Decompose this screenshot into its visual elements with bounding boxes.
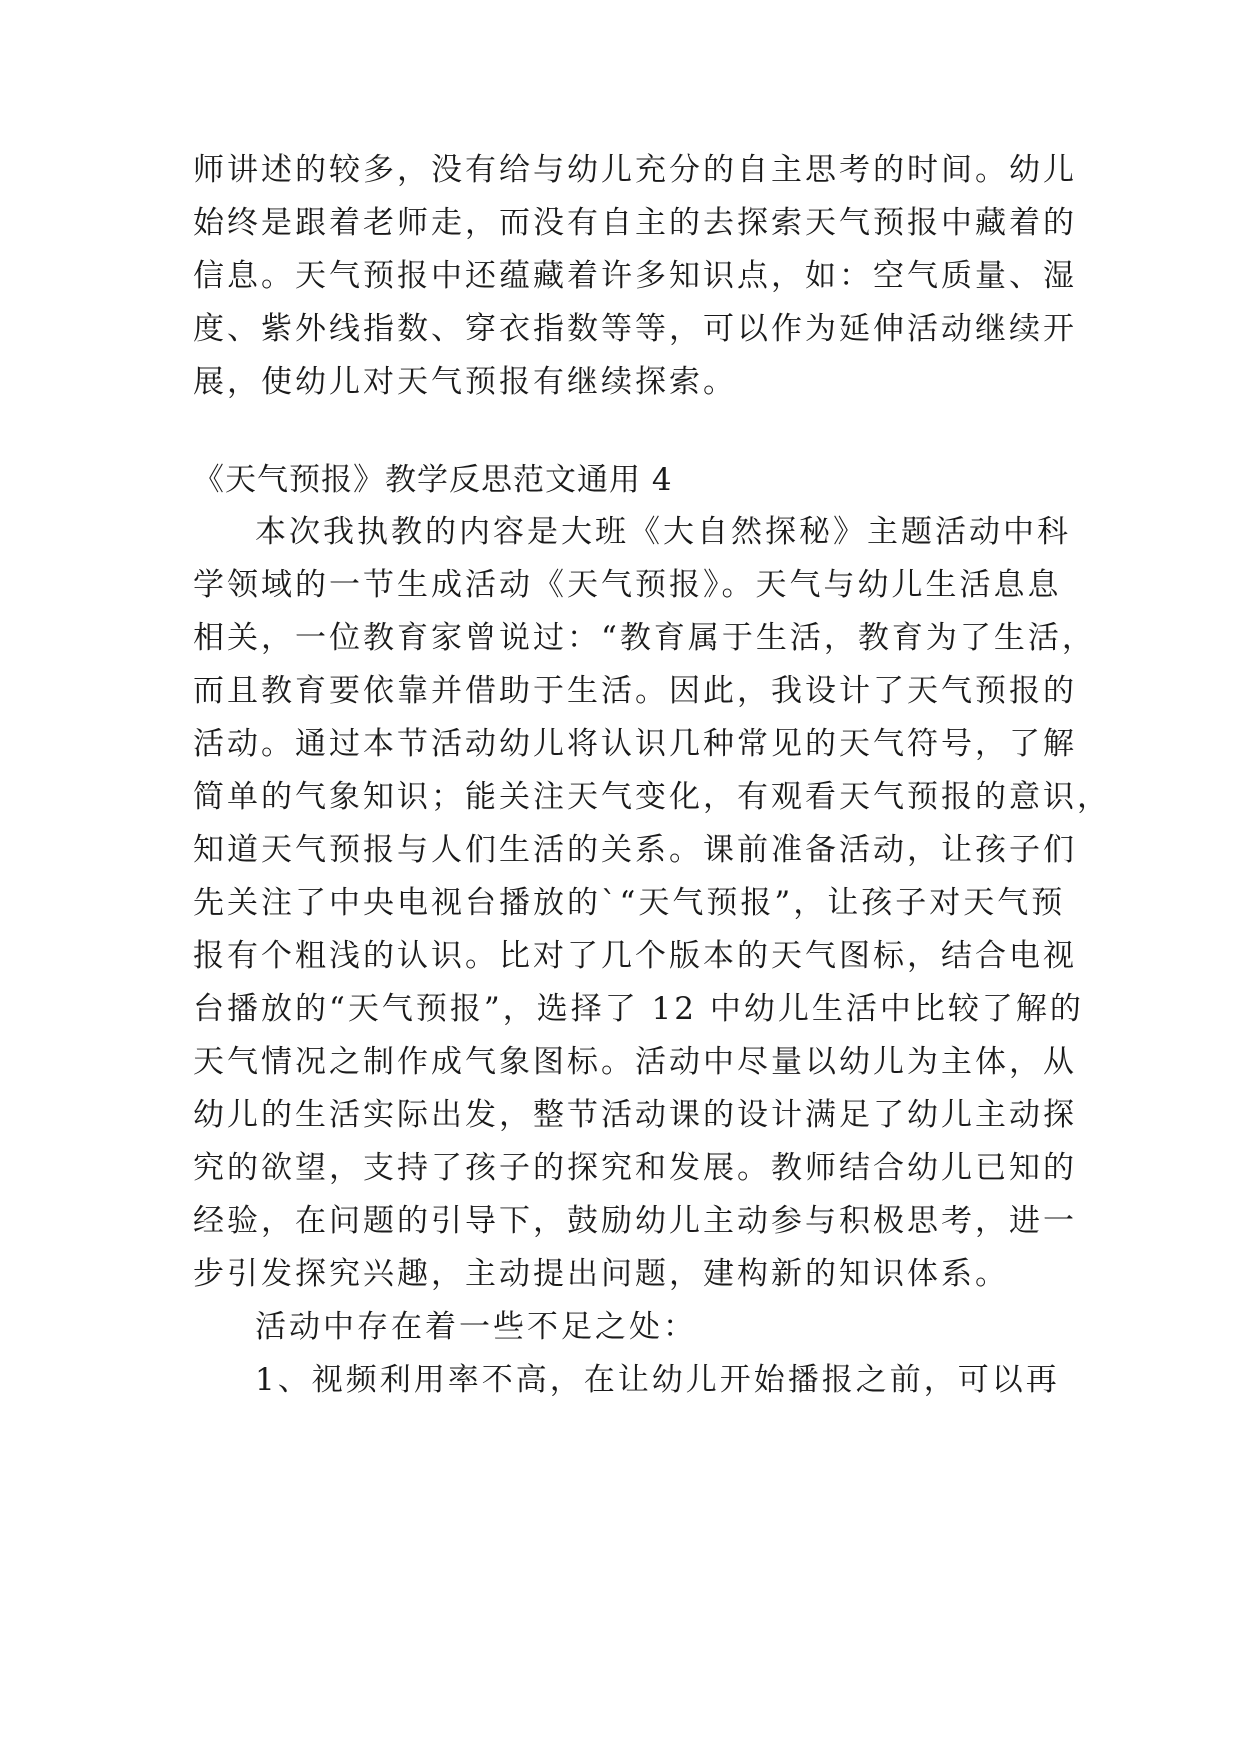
paragraph-line: 度、紫外线指数、穿衣指数等等，可以作为延伸活动继续开 <box>193 311 1077 347</box>
paragraph-line: 步引发探究兴趣，主动提出问题，建构新的知识体系。 <box>193 1256 1009 1292</box>
paragraph-line: 相关，一位教育家曾说过：“教育属于生活，教育为了生活， <box>193 620 1096 656</box>
paragraph-line: 天气情况之制作成气象图标。活动中尽量以幼儿为主体，从 <box>193 1044 1077 1080</box>
paragraph-line: 学领域的一节生成活动《天气预报》。天气与幼儿生活息息 <box>193 567 1062 603</box>
paragraph-line: 师讲述的较多，没有给与幼儿充分的自主思考的时间。幼儿 <box>193 152 1077 188</box>
paragraph-line: 活动中存在着一些不足之处： <box>255 1309 697 1345</box>
paragraph-line: 经验，在问题的引导下，鼓励幼儿主动参与积极思考，进一 <box>193 1203 1077 1239</box>
section-title: 《天气预报》教学反思范文通用 4 <box>193 462 673 498</box>
paragraph-line: 而且教育要依靠并借助于生活。因此，我设计了天气预报的 <box>193 673 1077 709</box>
paragraph-line: 先关注了中央电视台播放的`“天气预报”，让孩子对天气预 <box>193 885 1066 921</box>
paragraph-line: 本次我执教的内容是大班《大自然探秘》主题活动中科 <box>255 514 1071 550</box>
paragraph-line: 活动。通过本节活动幼儿将认识几种常见的天气符号，了解 <box>193 726 1077 762</box>
paragraph-line: 信息。天气预报中还蕴藏着许多知识点，如：空气质量、湿 <box>193 258 1077 294</box>
paragraph-line: 始终是跟着老师走，而没有自主的去探索天气预报中藏着的 <box>193 205 1077 241</box>
paragraph-line: 简单的气象知识；能关注天气变化，有观看天气预报的意识， <box>193 779 1111 815</box>
paragraph-line: 台播放的“天气预报”，选择了 12 中幼儿生活中比较了解的 <box>193 991 1084 1027</box>
list-item: 1、视频利用率不高，在让幼儿开始播报之前，可以再 <box>255 1362 1060 1398</box>
paragraph-line: 报有个粗浅的认识。比对了几个版本的天气图标，结合电视 <box>193 938 1077 974</box>
paragraph-line: 幼儿的生活实际出发，整节活动课的设计满足了幼儿主动探 <box>193 1097 1077 1133</box>
paragraph-line: 展，使幼儿对天气预报有继续探索。 <box>193 364 737 400</box>
paragraph-line: 知道天气预报与人们生活的关系。课前准备活动，让孩子们 <box>193 832 1077 868</box>
paragraph-line: 究的欲望，支持了孩子的探究和发展。教师结合幼儿已知的 <box>193 1150 1077 1186</box>
